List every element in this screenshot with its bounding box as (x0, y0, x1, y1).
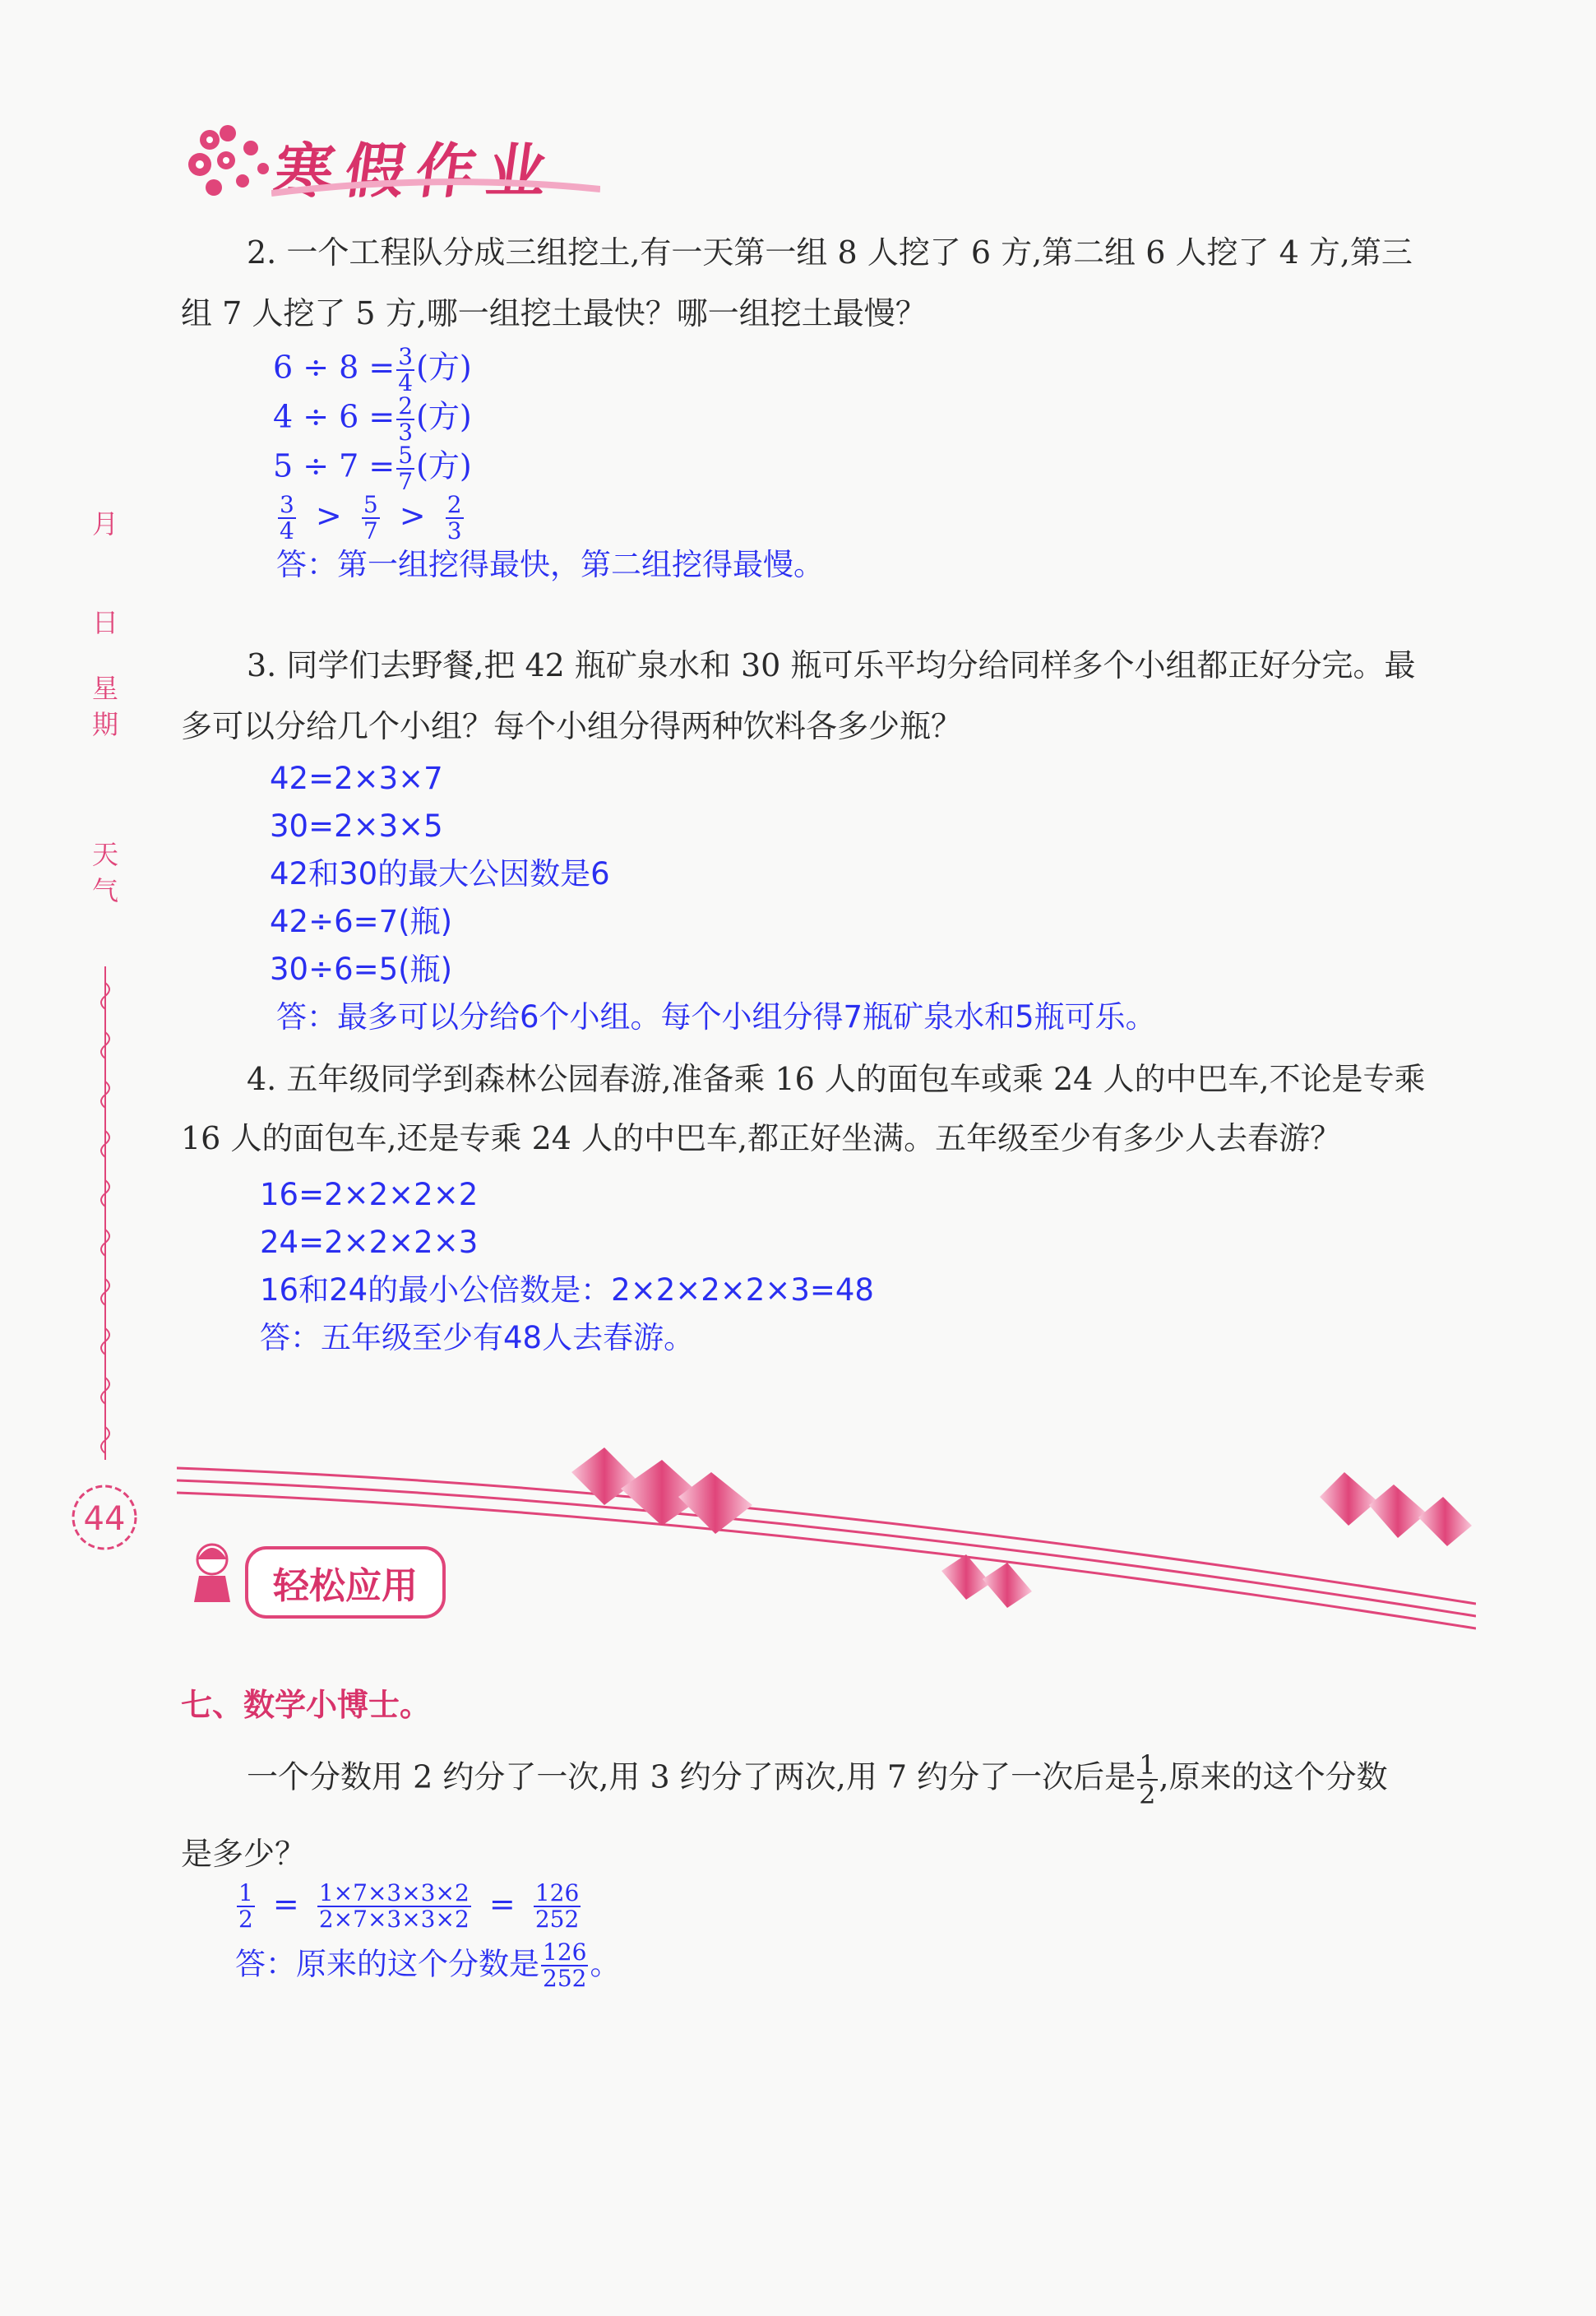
q2-calc-1: 6 ÷ 8 = $\frac{3}{4}$ (方) (273, 343, 472, 396)
q3-work-5: 30÷6=5(瓶) (270, 952, 453, 987)
page-number-badge (67, 1480, 141, 1554)
sidebar-vine-decoration (90, 966, 120, 1463)
q3-text-line2: 多可以分给几个小组？每个小组分得两种饮料各多少瓶？ (181, 708, 963, 744)
sidebar-weather-1: 天 (92, 839, 119, 870)
header-flower-decoration (177, 115, 284, 209)
q4-text-line1: 4. 五年级同学到森林公园春游,准备乘 16 人的面包车或乘 24 人的中巴车,不论是专乘 (247, 1061, 1426, 1097)
q4-answer: 答：五年级至少有48人去春游。 (260, 1320, 695, 1355)
q4-work-2: 24=2×2×2×3 (260, 1225, 479, 1260)
q3-answer: 答：最多可以分给6个小组。每个小组分得7瓶矿泉水和5瓶可乐。 (276, 999, 1156, 1035)
q7-equation: $\frac{1}{2}$ = $\frac{1\times 7\times 3\times 3\times 2}{2\times 7\times 3\times 3\times 2}$ = $\frac{126}{252}$ (238, 1879, 580, 1933)
q7-text-line2: 是多少？ (181, 1836, 307, 1872)
q4-work-3: 16和24的最小公倍数是：2×2×2×2×3=48 (260, 1272, 874, 1308)
section-heading: 七、数学小博士。 (181, 1687, 432, 1723)
q3-work-2: 30=2×3×5 (270, 808, 443, 844)
sidebar-day: 日 (92, 607, 119, 638)
q7-answer: 答：原来的这个分数是 $\frac{126}{252}$ 。 (235, 1938, 621, 1992)
q3-work-1: 42=2×3×7 (270, 761, 443, 796)
q3-work-3: 42和30的最大公因数是6 (270, 856, 610, 892)
section-mascot-icon (187, 1540, 237, 1609)
sidebar-month: 月 (92, 508, 119, 540)
q4-text-line2: 16 人的面包车,还是专乘 24 人的中巴车,都正好坐满。五年级至少有多少人去春游？ (181, 1120, 1342, 1156)
q2-text-line1: 2. 一个工程队分成三组挖土,有一天第一组 8 人挖了 6 方,第二组 6 人挖了 4 方,第三 (247, 234, 1413, 271)
sidebar-weather-2: 气 (92, 875, 119, 906)
page-number: 44 (83, 1500, 126, 1538)
header-title: 寒假作业 (270, 137, 552, 206)
header-swoosh (271, 177, 600, 205)
q7-text-line1: 一个分数用 2 约分了一次,用 3 约分了两次,用 7 约分了一次后是 $\frac{1}{2}$ ,原来的这个分数 (247, 1749, 1388, 1810)
q2-text-line2: 组 7 人挖了 5 方,哪一组挖土最快？哪一组挖土最慢？ (181, 295, 927, 331)
sidebar-week-1: 星 (92, 673, 119, 704)
sidebar-week-2: 期 (92, 709, 119, 740)
q3-text-line1: 3. 同学们去野餐,把 42 瓶矿泉水和 30 瓶可乐平均分给同样多个小组都正好分完。最 (247, 647, 1416, 683)
q2-compare: $\frac{3}{4}$ > $\frac{5}{7}$ > $\frac{2}{3}$ (280, 491, 462, 544)
section-badge: 轻松应用 (245, 1546, 446, 1619)
q2-answer: 答：第一组挖得最快，第二组挖得最慢。 (276, 547, 824, 582)
q3-work-4: 42÷6=7(瓶) (270, 904, 453, 939)
q4-work-1: 16=2×2×2×2 (260, 1177, 479, 1212)
q2-calc-2: 4 ÷ 6 = $\frac{2}{3}$ (方) (273, 392, 472, 446)
q2-calc-3: 5 ÷ 7 = $\frac{5}{7}$ (方) (273, 442, 472, 495)
